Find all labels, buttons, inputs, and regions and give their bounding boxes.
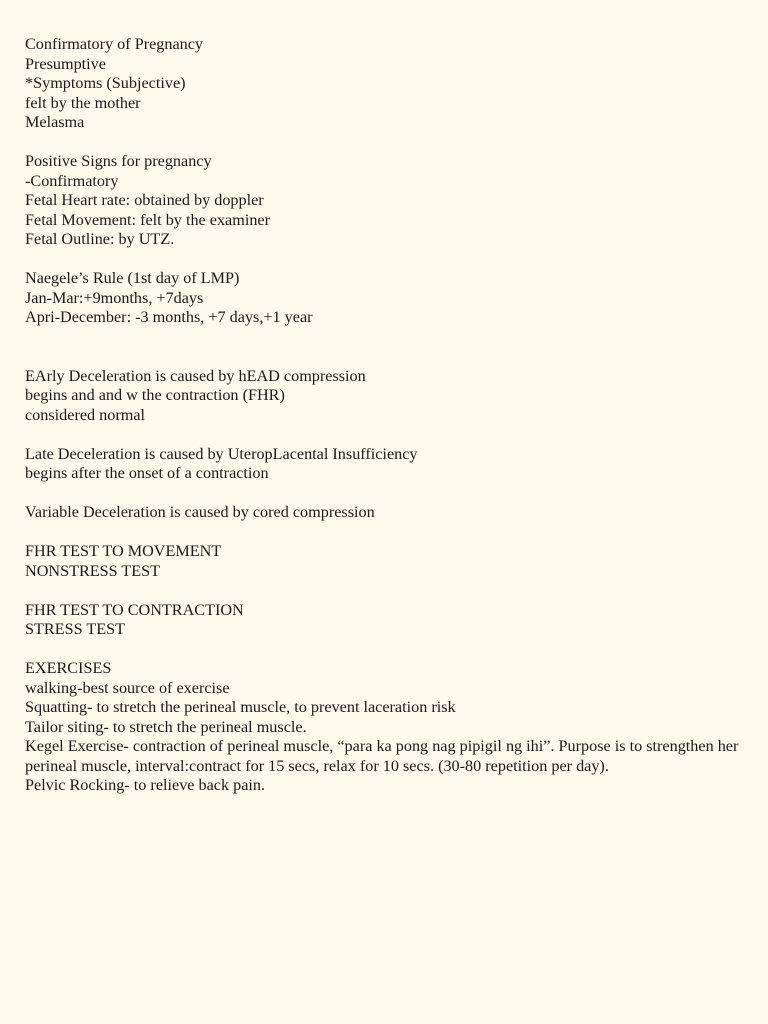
spacer [25, 581, 744, 601]
heading-fhr-test-contraction: FHR TEST TO CONTRACTION [25, 600, 244, 619]
spacer [25, 523, 744, 543]
text-symptoms-subjective: *Symptoms (Subjective) [25, 74, 186, 92]
text-squatting: Squatting- to stretch the perineal muscle, to prevent laceration risk [25, 698, 456, 716]
text-late-deceleration: Late Deceleration is caused by UteropLacental Insufficiency [25, 444, 418, 463]
text-considered-normal: considered normal [25, 405, 146, 424]
text-melasma: Melasma [25, 113, 85, 131]
heading-naegeles-rule: Naegele’s Rule (1st day of LMP) [25, 269, 240, 287]
spacer [25, 250, 744, 270]
text-jan-mar-rule: Jan-Mar:+9months, +7days [25, 288, 204, 307]
text-kegel-exercise: Kegel Exercise- contraction of perineal muscle, “para ka pong nag pipigil ng ihi”. Purpose is to strengthen her perineal muscle, interval:contract for 15 secs, relax for 10 secs. (30-80 repetition per day). [25, 737, 743, 775]
text-fetal-movement: Fetal Movement: felt by the examiner [25, 210, 270, 229]
text-walking: walking-best source of exercise [25, 678, 230, 697]
text-presumptive: Presumptive [25, 54, 106, 73]
text-felt-by-mother: felt by the mother [25, 93, 141, 112]
text-stress-test: STRESS TEST [25, 620, 126, 638]
spacer [25, 640, 744, 660]
heading-exercises: EXERCISES [25, 659, 112, 677]
text-late-deceleration-timing: begins after the onset of a contraction [25, 464, 269, 482]
heading-positive-signs: Positive Signs for pregnancy [25, 152, 212, 170]
spacer [25, 328, 744, 367]
text-confirmatory: -Confirmatory [25, 171, 119, 190]
text-pelvic-rocking: Pelvic Rocking- to relieve back pain. [25, 776, 266, 794]
spacer [25, 425, 744, 445]
text-apr-dec-rule: Apri-December: -3 months, +7 days,+1 year [25, 308, 313, 326]
spacer [25, 133, 744, 153]
text-variable-deceleration: Variable Deceleration is caused by cored compression [25, 503, 375, 521]
text-early-deceleration: EArly Deceleration is caused by hEAD compression [25, 366, 366, 385]
text-fetal-heart-rate: Fetal Heart rate: obtained by doppler [25, 191, 264, 209]
heading-confirmatory-of-pregnancy: Confirmatory of Pregnancy [25, 35, 204, 53]
text-tailor-sitting: Tailor siting- to stretch the perineal muscle. [25, 717, 307, 736]
text-fetal-outline: Fetal Outline: by UTZ. [25, 230, 175, 248]
text-nonstress-test: NONSTRESS TEST [25, 561, 161, 580]
heading-fhr-test-movement: FHR TEST TO MOVEMENT [25, 542, 222, 560]
spacer [25, 484, 744, 504]
text-early-deceleration-timing: begins and and w the contraction (FHR) [25, 386, 285, 404]
